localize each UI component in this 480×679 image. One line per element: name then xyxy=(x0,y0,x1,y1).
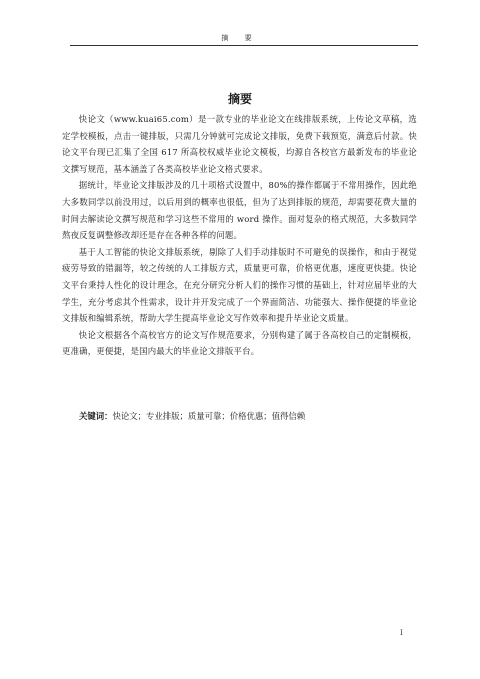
abstract-body xyxy=(62,111,417,360)
running-header: 摘 要 xyxy=(221,34,259,42)
abstract-paragraph: 基于人工智能的快论文排版系统，剔除了人们手动排版时不可避免的误操作，和由于视觉疲劳导致的错漏等，较之传统的人工排版方式，质量更可靠，价格更优惠，速度更快捷。快论文平台秉持人性化的设计理念，在充分研究分析人们的操作习惯的基础上，针对应届毕业的大学生，充分考虑其个性需求，设计并开发完成了一个界面简洁、功能强大、操作便捷的毕业论文排版和编辑系统，帮助大学生提高毕业论文写作效率和提升毕业论文质量。 xyxy=(62,246,417,324)
page-title: 摘要 xyxy=(227,92,252,106)
page-number: I xyxy=(400,629,403,637)
abstract-paragraph: 快论文（www.kuai65.com）是一款专业的毕业论文在线排版系统，上传论文草稿，选定学校模板，点击一键排版，只需几分钟就可完成论文排版，免费下载预览，满意后付款。快论文平台现已汇集了全国 617 所高校权威毕业论文模板，均源自各校官方最新发布的毕业论文撰写规范，基本涵盖了各类高校毕业论文格式要求。 xyxy=(62,114,417,174)
keywords-text: 快论文；专业排版；质量可靠；价格优惠；值得信赖 xyxy=(112,411,306,421)
keywords-label: 关键词： xyxy=(79,411,113,421)
keywords-line xyxy=(79,408,417,424)
header-rule xyxy=(70,45,418,46)
abstract-paragraph: 据统计，毕业论文排版涉及的几十项格式设置中，80%的操作都属于不常用操作，因此绝大多数同学以前没用过，以后用到的概率也很低，但为了达到排版的规范，却需要花费大量的时间去解读论文撰写规范和学习这些不常用的 word 操作。面对复杂的格式规范，大多数同学熬夜反复调整修改却还是存在各种各样的问题。 xyxy=(62,180,417,241)
abstract-paragraph: 快论文根据各个高校官方的论文写作规范要求，分别构建了属于各高校自己的定制模板，更准确，更便捷，是国内最大的毕业论文排版平台。 xyxy=(62,329,417,357)
